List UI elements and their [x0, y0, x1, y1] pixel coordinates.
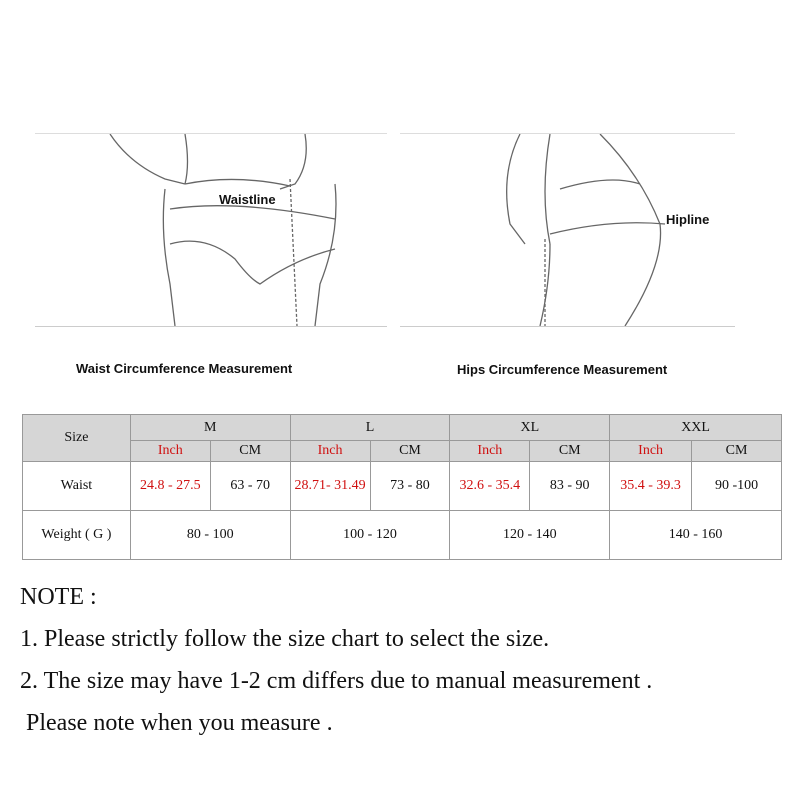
unit-cm: CM	[370, 441, 450, 462]
weight-row	[23, 511, 782, 560]
waist-cm: 63 - 70	[210, 462, 290, 511]
size-m-header: M	[130, 415, 290, 441]
waist-inch: 28.71- 31.49	[290, 462, 370, 511]
waist-cm: 90 -100	[692, 462, 782, 511]
size-chart-table	[22, 414, 782, 560]
weight-xl: 120 - 140	[450, 511, 610, 560]
hipline-label: Hipline	[666, 212, 710, 227]
waist-row	[23, 462, 782, 511]
weight-m: 80 - 100	[130, 511, 290, 560]
weight-label: Weight ( G )	[23, 511, 131, 560]
hip-measurement-illustration	[400, 133, 735, 327]
waist-cm: 83 - 90	[530, 462, 610, 511]
unit-cm: CM	[692, 441, 782, 462]
hip-caption: Hips Circumference Measurement	[457, 362, 668, 377]
unit-inch: Inch	[130, 441, 210, 462]
unit-inch: Inch	[290, 441, 370, 462]
unit-inch: Inch	[450, 441, 530, 462]
size-l-header: L	[290, 415, 450, 441]
size-xl-header: XL	[450, 415, 610, 441]
waist-label: Waist	[23, 462, 131, 511]
unit-cm: CM	[210, 441, 290, 462]
note-line-2: 2. The size may have 1-2 cm differs due to manual measurement .	[20, 668, 653, 694]
unit-inch: Inch	[610, 441, 692, 462]
waistline-label: Waistline	[219, 192, 276, 207]
hip-sketch-icon	[400, 134, 735, 326]
waist-inch: 32.6 - 35.4	[450, 462, 530, 511]
size-xxl-header: XXL	[610, 415, 782, 441]
waist-cm: 73 - 80	[370, 462, 450, 511]
weight-xxl: 140 - 160	[610, 511, 782, 560]
note-line-1: 1. Please strictly follow the size chart to select the size.	[20, 626, 550, 652]
waist-caption: Waist Circumference Measurement	[76, 361, 293, 376]
waist-inch: 24.8 - 27.5	[130, 462, 210, 511]
waist-measurement-illustration	[35, 133, 387, 327]
waist-sketch-icon	[35, 134, 387, 326]
waist-inch: 35.4 - 39.3	[610, 462, 692, 511]
note-title: NOTE :	[20, 584, 97, 610]
size-header: Size	[23, 415, 131, 462]
weight-l: 100 - 120	[290, 511, 450, 560]
note-line-3: Please note when you measure .	[20, 710, 333, 736]
unit-cm: CM	[530, 441, 610, 462]
